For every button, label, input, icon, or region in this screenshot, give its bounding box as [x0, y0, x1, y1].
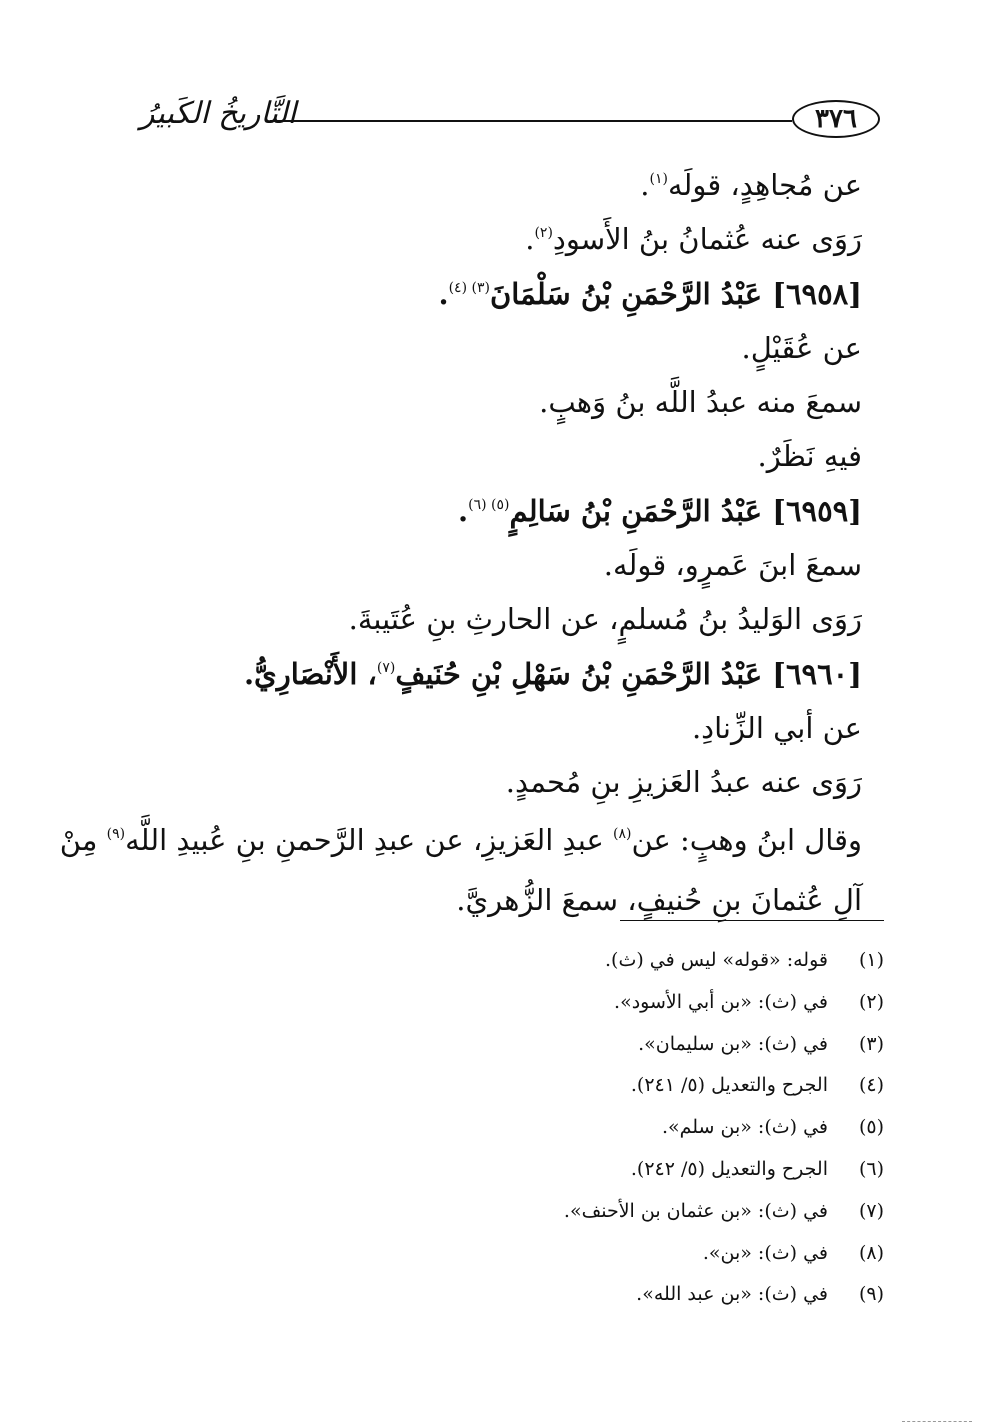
footnote-number: (١) — [858, 949, 884, 971]
page-header — [140, 96, 880, 152]
footnote-ref: (٨) — [612, 825, 632, 842]
footnote-ref: (٣) (٤) — [448, 279, 490, 296]
footnote-number: (٥) — [858, 1116, 884, 1139]
footnote — [162, 940, 884, 982]
footnote-text: الجرح والتعديل (٥/ ٢٤١). — [630, 1074, 828, 1097]
footnote-number: (٧) — [858, 1199, 884, 1222]
footnote-separator — [620, 920, 884, 921]
text-line: رَوَى عنه عُثمانُ بنُ الأَسودِ$^{(٢)}$. — [525, 222, 862, 257]
text-line: عن مُجاهِدٍ، قولَه$^{(١)}$. — [640, 168, 862, 202]
footnote-number: (٨) — [858, 1241, 884, 1264]
header-rule — [270, 120, 792, 122]
text-line: سمعَ ابنَ عَمرٍو، قولَه. — [603, 548, 862, 583]
footnote-ref: (٩) — [106, 825, 126, 842]
footnote-text: في (ث): «بن سليمان». — [638, 1032, 828, 1055]
text-line: عن أبي الزِّنادِ. — [691, 710, 862, 745]
footnote-number: (٢) — [858, 990, 884, 1013]
text-line: سمعَ منه عبدُ اللَّه بنُ وَهبٍ. — [539, 385, 862, 420]
footnote-text: في (ث): «بن أبي الأسود». — [614, 990, 828, 1013]
footnote-text: الجرح والتعديل (٥/ ٢٤٢). — [630, 1157, 828, 1180]
text-line: رَوَى الوَليدُ بنُ مُسلمٍ، عن الحارثِ بنِ عُتَيبةَ. — [348, 602, 862, 637]
text-line: رَوَى عنه عبدُ العَزيزِ بنِ مُحمدٍ. — [505, 765, 862, 800]
scan-edge-mark — [902, 1421, 972, 1422]
entry-heading: [٦٩٦٠] عَبْدُ الرَّحْمَنِ بْنُ سَهْلِ بْنِ حُنَيفٍ$^{(٧)}$، الأَنْصَارِيُّ. — [243, 656, 862, 691]
footnote-ref: (١) — [649, 171, 668, 187]
footnote — [162, 982, 884, 1024]
footnote-number: (٦) — [858, 1157, 884, 1180]
footnotes — [162, 940, 884, 1316]
footnote — [162, 1107, 884, 1149]
book-title: التَّاريخُ الكَبيرُ — [140, 96, 297, 131]
footnote-text: قوله: «قوله» ليس في (ث). — [605, 949, 828, 971]
footnote — [162, 1065, 884, 1107]
text-line: فيهِ نَظَرٌ. — [757, 439, 862, 474]
footnote — [162, 1024, 884, 1066]
footnote-ref: (٥) (٦) — [468, 496, 510, 513]
entry-heading: [٦٩٥٩] عَبْدُ الرَّحْمَنِ بْنُ سَالِمٍ$^{(٥) (٦)}$. — [457, 493, 862, 528]
entry-number: [٦٩٦٠] — [772, 656, 862, 691]
footnote — [162, 1274, 884, 1316]
footnote-number: (٤) — [858, 1074, 884, 1097]
footnote-number: (٣) — [858, 1032, 884, 1055]
footnote — [162, 1191, 884, 1233]
text-line: عن عُقَيْلٍ. — [741, 330, 862, 365]
footnote — [162, 1149, 884, 1191]
footnote-text: في (ث): «بن عثمان بن الأحنف». — [563, 1199, 828, 1222]
text-line: وقال ابنُ وهبٍ: عن$^{(٨)}$ عبدِ العَزيزِ، عن عبدِ الرَّحمنِ بنِ عُبيدِ اللَّه$^{(٩)}$ مِنْ — [59, 822, 862, 857]
text-line: آلِ عُثمانَ بنِ حُنيفٍ، سمعَ الزُّهريَّ. — [456, 882, 862, 917]
entry-number: [٦٩٥٩] — [772, 493, 862, 528]
footnote-number: (٩) — [858, 1283, 884, 1306]
page-number: ٣٧٦ — [792, 100, 880, 138]
footnote-text: في (ث): «بن سلم». — [661, 1116, 828, 1139]
footnote-ref: (٢) — [534, 225, 553, 242]
footnote — [162, 1233, 884, 1275]
footnote-text: في (ث): «بن عبد الله». — [636, 1283, 828, 1306]
main-text — [59, 158, 862, 930]
entry-number: [٦٩٥٨] — [772, 276, 862, 311]
footnote-ref: (٧) — [376, 659, 396, 676]
entry-heading: [٦٩٥٨] عَبْدُ الرَّحْمَنِ بْنُ سَلْمَانَ$^{(٣) (٤)}$. — [438, 276, 862, 311]
footnote-text: في (ث): «بن». — [702, 1241, 828, 1264]
